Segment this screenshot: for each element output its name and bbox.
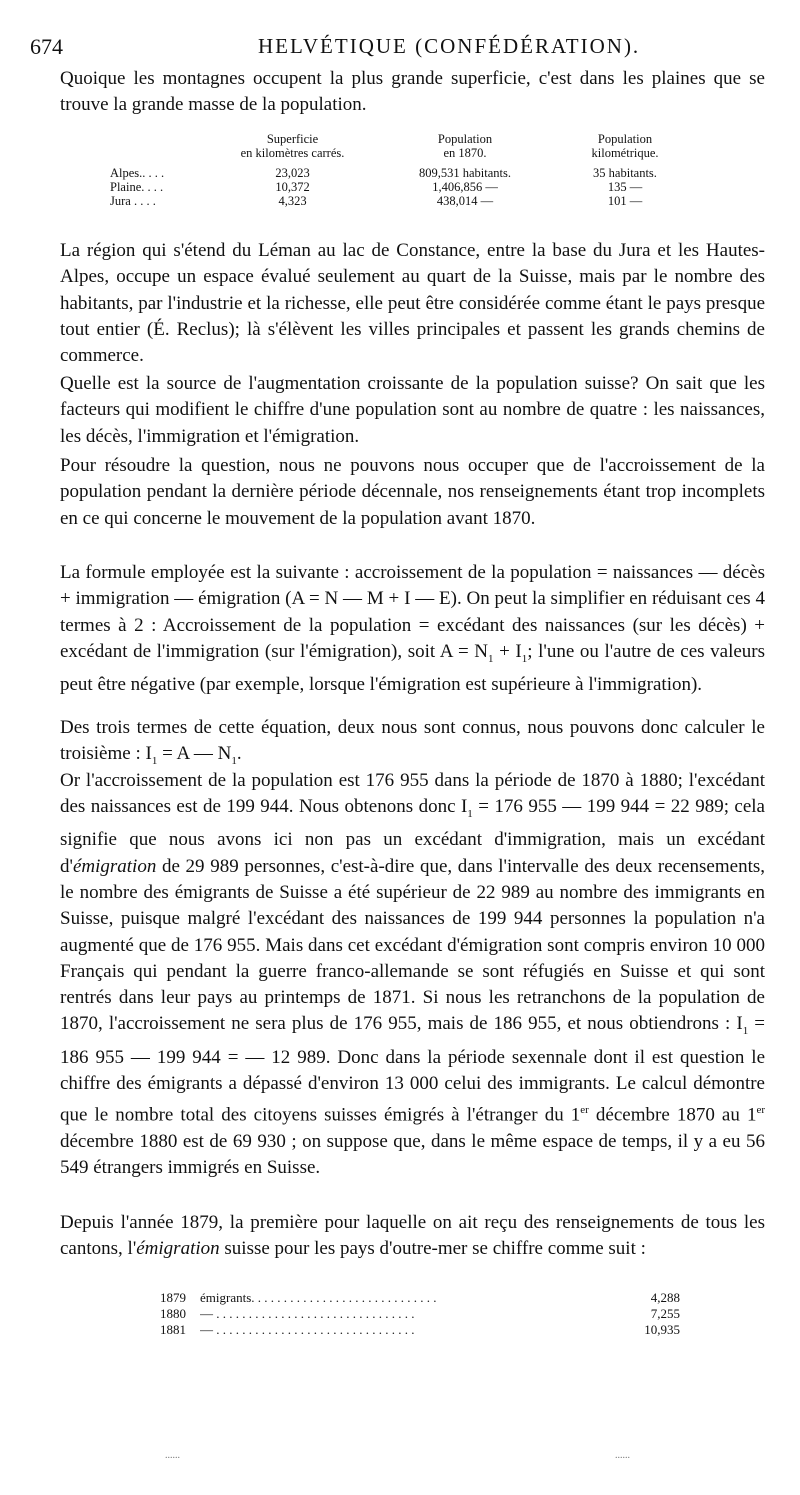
emigration-year: 1881 xyxy=(160,1322,186,1337)
paragraph-emigration-intro: Depuis l'année 1879, la première pour laquelle on ait reçu des renseignements de tous les cantons, l'émigration suisse pour les pays d'outre-mer se chiffre comme suit : xyxy=(60,1212,765,1260)
emigration-list xyxy=(160,1290,680,1338)
paragraph-formula: La formule employée est la suivante : accroissement de la population = naissances — décès + immigration — émigration (A = N — M + I — E). On peut la simplifier en réduisant ces 4 termes à 2 : Accroissement de la population = excédant des naissances (sur les décès) + excédant de l'immigration (sur l'émigration), soit $A = N_1 + I_1$; l'une ou l'autre de ces valeurs peut être négative (par exemple, lorsque l'émigration est supérieure à l'immigration). xyxy=(60,562,765,695)
perkm-cell: 135 — xyxy=(607,180,643,194)
population-cell: 1,406,856 — xyxy=(432,180,498,194)
perkm-cell: 35 habitants. xyxy=(593,166,657,180)
region-cell: Plaine. . . . xyxy=(110,180,164,194)
population-table xyxy=(110,132,700,208)
emigration-value: 4,288 xyxy=(650,1290,680,1305)
header-superficie-1: Superficie xyxy=(266,132,319,146)
running-title: HELVÉTIQUE (CONFÉDÉRATION). xyxy=(258,34,641,58)
page-number: 674 xyxy=(30,34,63,59)
table-row xyxy=(110,194,700,208)
superficie-cell: 10,372 xyxy=(275,180,310,194)
paragraph-resolution: Pour résoudre la question, nous ne pouvons nous occuper que de l'accroissement de la population pendant la dernière période décennale, nos renseignements étant trop incomplets en ce qui concerne le mouvement de la population avant 1870. xyxy=(60,455,765,529)
region-cell: Alpes.. . . . xyxy=(110,166,165,180)
emigration-year: 1879 xyxy=(160,1290,186,1305)
perkm-cell: 101 — xyxy=(607,194,643,208)
header-perkm-2: kilométrique. xyxy=(591,146,659,160)
emigration-value: 7,255 xyxy=(650,1306,680,1321)
footer-mark-left: ...... xyxy=(165,1450,180,1461)
table-header-row xyxy=(110,132,700,160)
superficie-cell: 23,023 xyxy=(275,166,310,180)
page-header xyxy=(30,34,770,62)
emigration-label: émigrants. . . . . . . . . . . . . . . . . . . . . . . . . . . . . xyxy=(200,1290,437,1305)
population-cell: 809,531 habitants. xyxy=(418,166,511,180)
header-population-1: Population xyxy=(437,132,493,146)
intro-paragraph: Quoique les montagnes occupent la plus grande superficie, c'est dans les plaines que se trouve la grande masse de la population. xyxy=(60,68,765,116)
header-superficie-2: en kilomètres carrés. xyxy=(240,146,345,160)
paragraph-region: La région qui s'étend du Léman au lac de Constance, entre la base du Jura et les Hautes-Alpes, occupe un espace évalué seulement au quart de la Suisse, mais par le nombre des habitants, par l'industrie et la richesse, elle peut être considérée comme étant le pays presque tout entier (É. Reclus); là s'élèvent les villes principales et passent les grands chemins de commerce. xyxy=(60,240,765,367)
table-row xyxy=(110,180,700,194)
header-population-2: en 1870. xyxy=(443,146,487,160)
superficie-cell: 4,323 xyxy=(278,194,307,208)
emigration-label: — . . . . . . . . . . . . . . . . . . . . . . . . . . . . . . . xyxy=(200,1322,415,1337)
header-perkm-1: Population xyxy=(597,132,653,146)
emigration-year: 1880 xyxy=(160,1306,186,1321)
paragraph-equation: Des trois termes de cette équation, deux nous sont connus, nous pouvons donc calculer le troisième : $I_1 = A$ — $N_1$. xyxy=(60,717,765,768)
paragraph-question: Quelle est la source de l'augmentation croissante de la population suisse? On sait que les facteurs qui modifient le chiffre d'une population sont au nombre de quatre : les naissances, les décès, l'immigration et l'émigration. xyxy=(60,373,765,447)
region-cell: Jura . . . . xyxy=(110,194,156,208)
list-item xyxy=(160,1322,680,1338)
population-cell: 438,014 — xyxy=(436,194,494,208)
paragraph-calculation: Or l'accroissement de la population est 176 955 dans la période de 1870 à 1880; l'excédant des naissances est de 199 944. Nous obtenons donc $I_1 = 176$ 955 — 199 944 = 22 989; cela signifie que nous avons ici non pas un excédant d'immigration, mais un excédant d'émigration de 29 989 personnes, c'est-à-dire que, dans l'intervalle des deux recensements, le nombre des émigrants de Suisse a été supérieur de 22 989 au nombre des immigrants en Suisse, puisque malgré l'excédant des naissances de 199 944 personnes la population n'a augmenté que de 176 955. Mais dans cet excédant d'émigration sont compris environ 10 000 Français qui pendant la guerre franco-allemande se sont réfugiés en Suisse et qui sont rentrés dans leur pays au printemps de 1871. Si nous les retranchons de la population de 1870, l'accroissement ne sera plus de 176 955, mais de 186 955, et nous obtiendrons : $I_1 = 186$ 955 — 199 944 = — 12 989. Donc dans la période sexennale dont il est question le chiffre des émigrants a dépassé d'environ 13 000 celui des immigrants. Le calcul démontre que le nombre total des citoyens suisses émigrés à l'étranger du 1er décembre 1870 au 1er décembre 1880 est de 69 930 ; on suppose que, dans le même espace de temps, il y a eu 56 549 étrangers immigrés en Suisse. xyxy=(60,770,765,1179)
footer-mark-right: ...... xyxy=(615,1450,630,1461)
list-item xyxy=(160,1306,680,1322)
emigration-value: 10,935 xyxy=(644,1322,680,1337)
list-item xyxy=(160,1290,680,1306)
emigration-label: — . . . . . . . . . . . . . . . . . . . . . . . . . . . . . . . xyxy=(200,1306,415,1321)
table-row xyxy=(110,166,700,180)
